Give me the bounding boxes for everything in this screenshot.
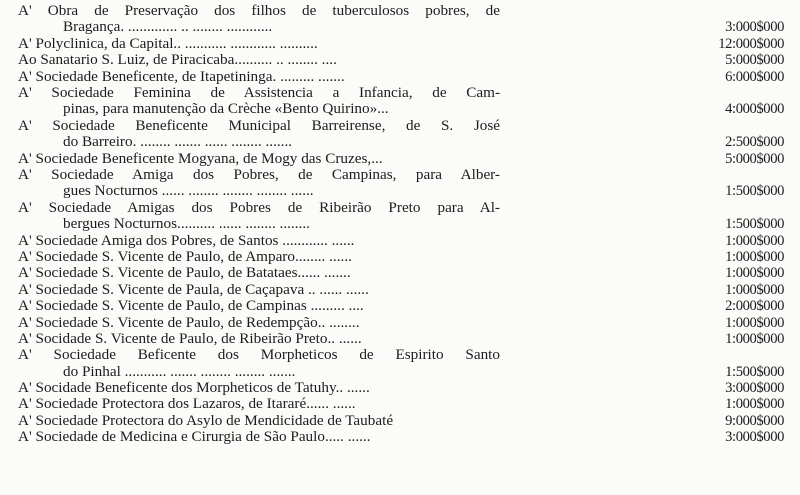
entry-amount: 6:000$000 — [725, 68, 784, 85]
list-item — [0, 282, 800, 298]
entry-amount: 1:500$000 — [725, 183, 784, 200]
entry-amount: 1:000$000 — [725, 248, 784, 265]
entry-line-continuation: pinas, para manutenção da Crèche «Bento Quirino»... — [63, 101, 389, 118]
list-item — [0, 331, 800, 347]
entry-line: A' Sociedade Beneficente Municipal Barreirense, de S. José — [18, 117, 500, 134]
entry-line: A' Sociedade Beneficente Mogyana, de Mogy das Cruzes,... — [18, 150, 383, 167]
list-item — [0, 3, 800, 36]
entry-line: A' Sociedade S. Vicente de Paulo, de Amparo........ ...... — [18, 248, 352, 265]
entry-amount: 5:000$000 — [725, 150, 784, 167]
entry-line: A' Sociedade Amigas dos Pobres de Ribeirão Preto para Al- — [18, 199, 500, 216]
list-item — [0, 429, 800, 445]
entry-line: A' Sociedade de Medicina e Cirurgia de São Paulo..... ...... — [18, 429, 371, 446]
list-item — [0, 69, 800, 85]
document-page — [0, 3, 800, 446]
entry-line: A' Sociedade S. Vicente de Paulo, de Redempção.. ........ — [18, 314, 360, 331]
entry-line: A' Sociedade Amiga dos Pobres, de Campinas, para Alber- — [18, 166, 500, 183]
entry-line: Ao Sanatario S. Luiz, de Piracicaba.......... .. ........ .... — [18, 52, 337, 69]
entry-amount: 4:000$000 — [725, 101, 784, 118]
entry-line: A' Sociedade Amiga dos Pobres, de Santos ............ ...... — [18, 232, 355, 249]
list-item — [0, 396, 800, 412]
entry-amount: 1:000$000 — [725, 314, 784, 331]
entry-line: A' Sociedade S. Vicente de Paula, de Caçapava .. ...... ...... — [18, 281, 369, 298]
entry-amount: 1:000$000 — [725, 396, 784, 413]
entry-line: A' Sociedade Feminina de Assistencia a Infancia, de Cam- — [18, 84, 500, 101]
entry-amount: 3:000$000 — [725, 19, 784, 36]
entry-line: A' Sociedade Beficente dos Morpheticos de Espirito Santo — [18, 347, 500, 364]
entry-amount: 12:000$000 — [718, 35, 784, 52]
entry-amount: 5:000$000 — [725, 52, 784, 69]
entry-amount: 9:000$000 — [725, 412, 784, 429]
list-item — [0, 52, 800, 68]
entry-line: A' Sociedade Protectora do Asylo de Mendicidade de Taubaté — [18, 412, 394, 429]
entry-line: A' Sociedade Protectora dos Lazaros, de Itararé...... ...... — [18, 396, 356, 413]
entry-line: A' Socidade Beneficente dos Morpheticos de Tatuhy.. ...... — [18, 380, 370, 397]
list-item — [0, 200, 800, 233]
entry-line-continuation: Bragança. ............. .. ........ ............ — [63, 19, 273, 36]
entry-line-continuation: do Pinhal ........... ....... ........ ........ ....... — [63, 363, 296, 380]
entry-amount: 1:000$000 — [725, 232, 784, 249]
entry-amount: 2:000$000 — [725, 298, 784, 315]
entry-line-continuation: bergues Nocturnos.......... ...... ........ ........ — [63, 216, 310, 233]
entry-amount: 3:000$000 — [725, 380, 784, 397]
list-item — [0, 249, 800, 265]
list-item — [0, 380, 800, 396]
list-item — [0, 233, 800, 249]
entry-line: A' Polyclinica, da Capital.. ........... ............ .......... — [18, 35, 318, 52]
list-item — [0, 36, 800, 52]
entry-amount: 1:000$000 — [725, 265, 784, 282]
entry-line: A' Socidade S. Vicente de Paulo, de Ribeirão Preto.. ...... — [18, 330, 362, 347]
list-item — [0, 413, 800, 429]
entry-amount: 1:000$000 — [725, 330, 784, 347]
list-item — [0, 118, 800, 151]
entry-amount: 1:500$000 — [725, 363, 784, 380]
entry-amount: 1:500$000 — [725, 216, 784, 233]
entry-line: A' Sociedade Beneficente, de Itapetininga. ......... ....... — [18, 68, 345, 85]
list-item — [0, 265, 800, 281]
list-item — [0, 347, 800, 380]
list-item — [0, 315, 800, 331]
entry-line-continuation: do Barreiro. ........ ....... ...... ........ ....... — [63, 134, 293, 151]
list-item — [0, 167, 800, 200]
entry-line: A' Sociedade S. Vicente de Paulo, de Batataes...... ....... — [18, 265, 351, 282]
list-item — [0, 151, 800, 167]
entry-line-continuation: gues Nocturnos ...... ........ ........ ........ ...... — [63, 183, 314, 200]
entry-line: A' Sociedade S. Vicente de Paulo, de Campinas ......... .... — [18, 298, 364, 315]
entry-line: A' Obra de Preservação dos filhos de tuberculosos pobres, de — [18, 3, 500, 19]
entry-amount: 1:000$000 — [725, 281, 784, 298]
list-item — [0, 85, 800, 118]
list-item — [0, 298, 800, 314]
entry-amount: 3:000$000 — [725, 429, 784, 446]
entry-amount: 2:500$000 — [725, 134, 784, 151]
